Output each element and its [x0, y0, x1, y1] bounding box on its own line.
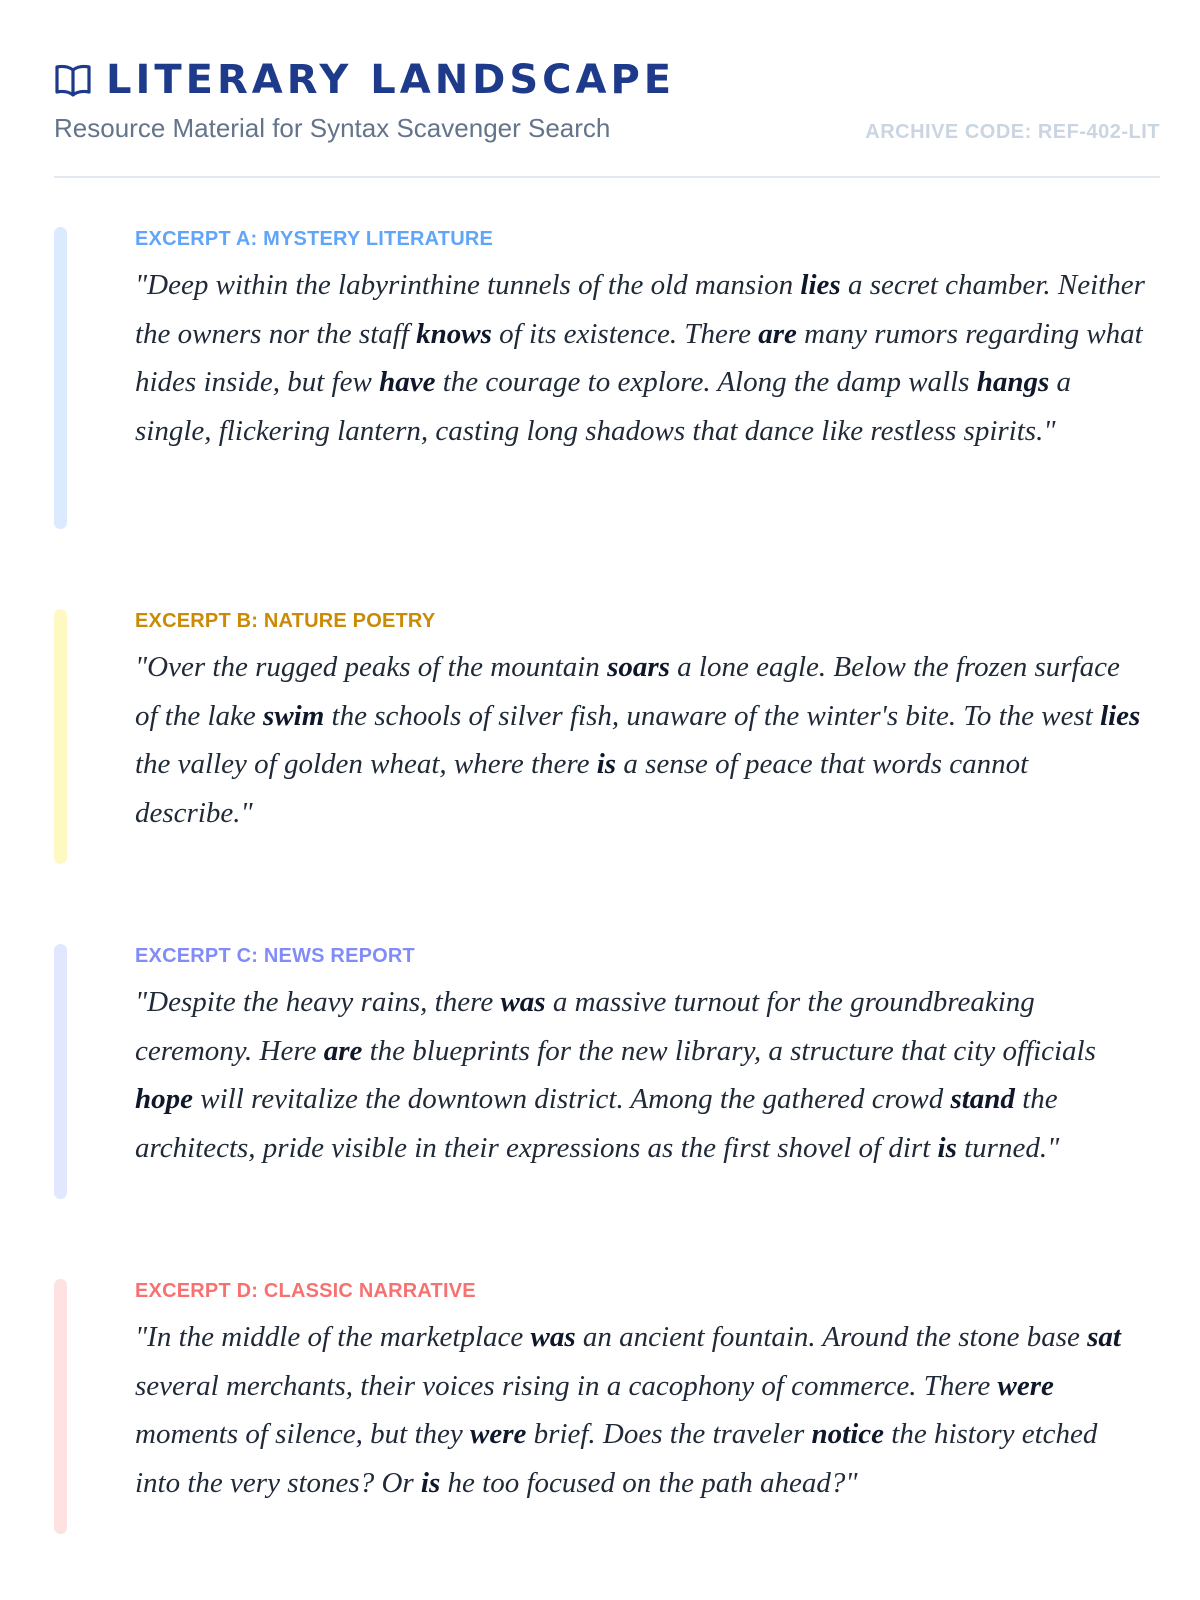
excerpt-label: EXCERPT C: NEWS REPORT [135, 945, 415, 967]
highlighted-verb: lies [1100, 699, 1141, 732]
excerpt-segment: an ancient fountain. Around the stone base [575, 1321, 1088, 1353]
excerpt-segment: the blueprints for the new library, a structure that city officials [362, 1034, 1096, 1067]
excerpt-segment: the history etched into the very stones? Or [135, 1418, 1098, 1499]
excerpt-segment: several merchants, their voices rising in a cacophony of commerce. There [135, 1369, 998, 1402]
excerpt-text [135, 1313, 1147, 1507]
excerpt-d [54, 1279, 1160, 1534]
excerpt-segment: "In the middle of the marketplace [135, 1321, 531, 1353]
highlighted-verb: knows [416, 317, 492, 350]
excerpt-segment: "Deep within the labyrinthine tunnels of the old mansion [135, 269, 801, 301]
excerpt-segment: a lone eagle. Below the frozen surface of the lake [135, 651, 1120, 732]
highlighted-verb: hope [135, 1083, 193, 1115]
excerpt-segment: a massive turnout for the groundbreaking ceremony. Here [135, 986, 1035, 1067]
excerpt-segment: he too focused on the path ahead?" [440, 1466, 858, 1499]
excerpt-segment: will revitalize the downtown district. Among the gathered crowd [193, 1083, 951, 1115]
excerpt-label: EXCERPT A: MYSTERY LITERATURE [135, 228, 494, 250]
excerpt-segment: many rumors regarding what hides inside, but few [135, 317, 1143, 398]
highlighted-verb: notice [811, 1418, 885, 1450]
highlighted-verb: have [379, 366, 436, 398]
excerpt-segment: the valley of golden wheat, where there [135, 748, 597, 780]
highlighted-verb: was [530, 1321, 576, 1353]
page-title: LITERARY LANDSCAPE [106, 57, 676, 103]
book-open-icon [54, 63, 92, 97]
highlighted-verb: are [323, 1034, 363, 1067]
excerpt-segment: brief. Does the traveler [526, 1418, 812, 1450]
excerpt-accent-bar [54, 227, 67, 529]
excerpt-segment: a single, flickering lantern, casting long shadows that dance like restless spirits." [135, 366, 1072, 447]
page-subtitle: Resource Material for Syntax Scavenger Search [54, 113, 611, 143]
highlighted-verb: is [937, 1131, 957, 1164]
excerpt-segment: of its existence. There [491, 317, 759, 350]
excerpt-segment: the schools of silver fish, unaware of the winter's bite. To the west [324, 699, 1101, 732]
excerpt-segment: turned." [956, 1131, 1060, 1164]
highlighted-verb: sat [1087, 1321, 1121, 1353]
highlighted-verb: were [470, 1418, 527, 1450]
highlighted-verb: hangs [976, 366, 1050, 398]
excerpt-segment: the courage to explore. Along the damp walls [435, 366, 977, 398]
highlighted-verb: is [596, 748, 617, 780]
highlighted-verb: are [758, 317, 797, 350]
title-row [54, 56, 1160, 104]
excerpt-label: EXCERPT D: CLASSIC NARRATIVE [135, 1280, 476, 1302]
excerpt-text [135, 261, 1147, 455]
excerpt-a [54, 227, 1160, 529]
excerpt-c [54, 944, 1160, 1199]
excerpt-text [135, 978, 1147, 1172]
highlighted-verb: is [420, 1466, 441, 1499]
excerpt-segment: a sense of peace that words cannot describe." [135, 748, 1029, 829]
highlighted-verb: were [997, 1369, 1054, 1402]
excerpt-segment: the architects, pride visible in their expressions as the first shovel of dirt [135, 1083, 1058, 1164]
excerpt-segment: moments of silence, but they [135, 1418, 471, 1450]
excerpt-segment: a secret chamber. Neither the owners nor the staff [135, 269, 1145, 350]
highlighted-verb: was [500, 986, 546, 1018]
page-header [54, 56, 1160, 178]
excerpt-label: EXCERPT B: NATURE POETRY [135, 610, 436, 632]
highlighted-verb: lies [800, 269, 841, 301]
archive-code: ARCHIVE CODE: REF-402-LIT [865, 121, 1160, 143]
excerpt-segment: "Over the rugged peaks of the mountain [135, 651, 608, 683]
excerpt-accent-bar [54, 1279, 67, 1534]
highlighted-verb: stand [950, 1083, 1015, 1115]
excerpt-b [54, 609, 1160, 864]
highlighted-verb: soars [607, 651, 670, 683]
excerpt-accent-bar [54, 609, 67, 864]
excerpt-accent-bar [54, 944, 67, 1199]
excerpt-text [135, 643, 1147, 837]
highlighted-verb: swim [263, 699, 325, 732]
excerpt-segment: "Despite the heavy rains, there [135, 986, 501, 1018]
